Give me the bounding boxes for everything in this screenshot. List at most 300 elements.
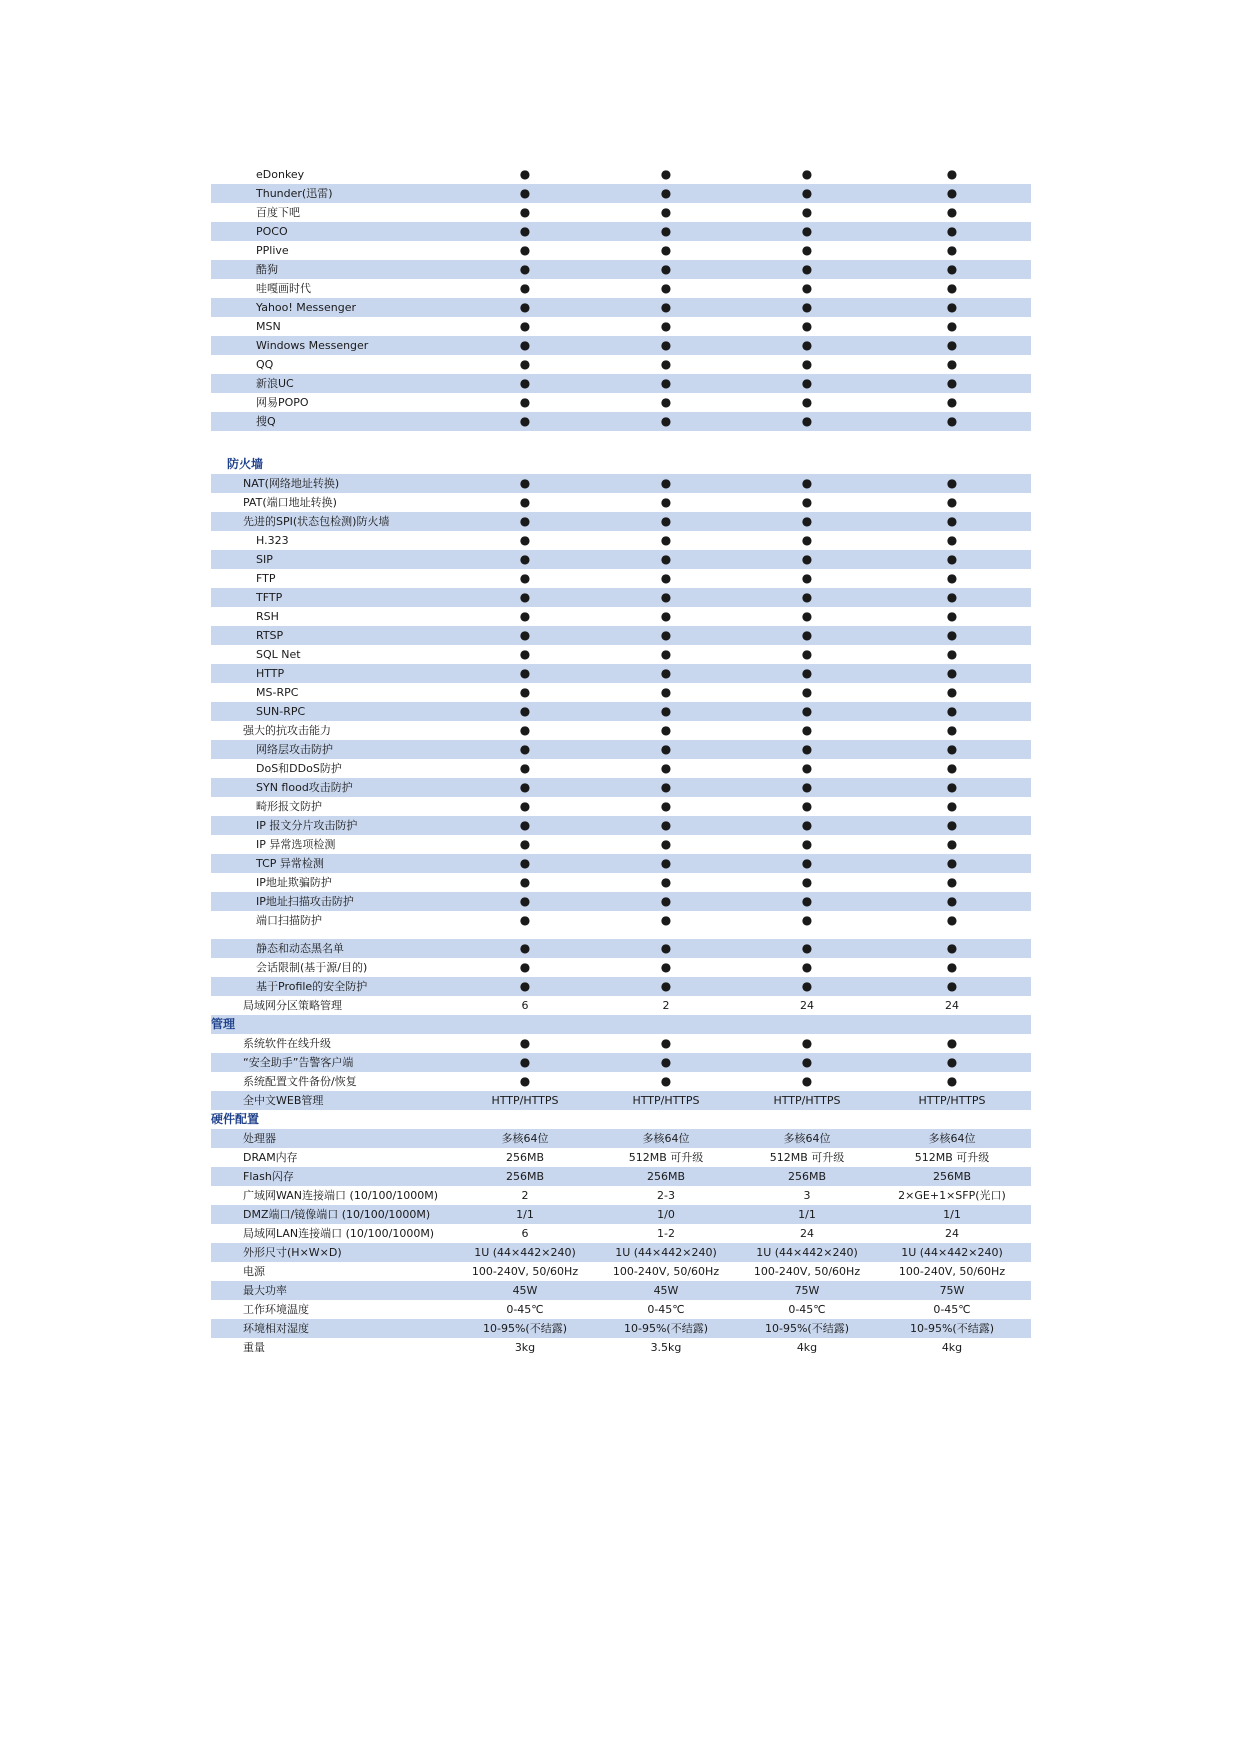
spec-value: 1/1 [943,1208,961,1221]
row-label: H.323 [256,534,289,547]
table-row [211,683,1031,702]
supported-dot: ● [946,1055,958,1069]
supported-dot: ● [519,894,531,908]
supported-dot: ● [660,837,672,851]
spec-value: 4kg [796,1341,818,1354]
row-label: 局域网分区策略管理 [243,999,342,1012]
table-row [211,550,1031,569]
supported-dot: ● [946,647,958,661]
supported-dot: ● [660,552,672,566]
table-row [211,298,1031,317]
supported-dot: ● [801,1055,813,1069]
spec-value: 75W [794,1284,820,1297]
spec-value: HTTP/HTTPS [773,1094,841,1107]
supported-dot: ● [519,552,531,566]
supported-dot: ● [519,262,531,276]
supported-dot: ● [519,571,531,585]
row-label: TFTP [256,591,283,604]
supported-dot: ● [519,205,531,219]
spec-value: 3 [803,1189,811,1202]
supported-dot: ● [801,894,813,908]
supported-dot: ● [946,960,958,974]
table-row [211,1262,1031,1281]
table-row [211,1167,1031,1186]
supported-dot: ● [660,476,672,490]
supported-dot: ● [801,647,813,661]
supported-dot: ● [946,476,958,490]
supported-dot: ● [801,167,813,181]
row-label: DMZ端口/镜像端口 (10/100/1000M) [243,1208,431,1221]
supported-dot: ● [660,495,672,509]
supported-dot: ● [519,495,531,509]
row-label: RTSP [256,629,284,642]
supported-dot: ● [946,224,958,238]
supported-dot: ● [946,875,958,889]
supported-dot: ● [519,1055,531,1069]
table-row [211,1034,1031,1053]
table-row [211,241,1031,260]
supported-dot: ● [660,894,672,908]
table-row [211,977,1031,996]
supported-dot: ● [519,1074,531,1088]
supported-dot: ● [801,186,813,200]
table-row [211,996,1031,1015]
supported-dot: ● [660,414,672,428]
spec-value: 100-240V, 50/60Hz [612,1265,720,1278]
table-row [211,626,1031,645]
spec-value: 256MB [646,1170,686,1183]
supported-dot: ● [801,685,813,699]
supported-dot: ● [519,533,531,547]
row-label: Thunder(迅雷) [256,187,333,200]
supported-dot: ● [801,338,813,352]
spec-value: 0-45℃ [788,1303,826,1316]
supported-dot: ● [519,647,531,661]
supported-dot: ● [946,723,958,737]
section-header [211,1015,1031,1034]
row-label: 工作环境温度 [243,1303,309,1316]
row-label: PAT(端口地址转换) [243,496,337,509]
row-label: SUN-RPC [256,705,306,718]
supported-dot: ● [519,875,531,889]
supported-dot: ● [801,818,813,832]
supported-dot: ● [660,571,672,585]
supported-dot: ● [801,300,813,314]
spec-value: 75W [939,1284,965,1297]
supported-dot: ● [660,338,672,352]
row-label: SIP [256,553,273,566]
supported-dot: ● [946,913,958,927]
row-label: 搜Q [256,415,276,428]
spec-value: HTTP/HTTPS [918,1094,986,1107]
row-label: 最大功率 [243,1284,287,1297]
supported-dot: ● [660,761,672,775]
spec-value: 多核64位 [501,1132,549,1145]
supported-dot: ● [946,376,958,390]
table-row [211,165,1031,184]
row-label: PPlive [256,244,289,257]
table-row [211,1300,1031,1319]
supported-dot: ● [519,818,531,832]
row-label: DoS和DDoS防护 [256,762,342,775]
spec-value: 1-2 [657,1227,675,1240]
supported-dot: ● [660,205,672,219]
table-row [211,702,1031,721]
spec-value: 100-240V, 50/60Hz [753,1265,861,1278]
row-label: Yahoo! Messenger [256,301,357,314]
table-row [211,222,1031,241]
supported-dot: ● [519,666,531,680]
spec-value: 24 [800,1227,814,1240]
section-header [211,455,1031,474]
supported-dot: ● [519,979,531,993]
table-row [211,939,1031,958]
table-row [211,393,1031,412]
supported-dot: ● [801,357,813,371]
supported-dot: ● [519,395,531,409]
row-label: 广域网WAN连接端口 (10/100/1000M) [243,1189,438,1202]
section-spacer [211,431,1031,455]
table-row [211,203,1031,222]
spec-value: 1/1 [516,1208,534,1221]
supported-dot: ● [519,742,531,756]
section-title: 防火墙 [227,457,264,471]
supported-dot: ● [946,941,958,955]
supported-dot: ● [946,186,958,200]
table-row [211,1091,1031,1110]
spec-value: 45W [512,1284,538,1297]
supported-dot: ● [946,281,958,295]
row-label: 重量 [243,1341,265,1354]
supported-dot: ● [801,1036,813,1050]
supported-dot: ● [801,799,813,813]
supported-dot: ● [519,186,531,200]
supported-dot: ● [801,704,813,718]
row-label: 百度下吧 [256,206,300,219]
row-label: IP 报文分片攻击防护 [256,819,358,832]
supported-dot: ● [660,780,672,794]
spec-value: 512MB 可升级 [769,1151,845,1164]
table-row [211,645,1031,664]
supported-dot: ● [801,780,813,794]
table-row [211,1205,1031,1224]
table-row [211,317,1031,336]
supported-dot: ● [660,799,672,813]
supported-dot: ● [946,571,958,585]
section-header [211,1110,1031,1129]
row-label: 电源 [243,1265,265,1278]
supported-dot: ● [519,628,531,642]
spec-value: 4kg [941,1341,963,1354]
supported-dot: ● [519,685,531,699]
row-label: IP地址欺骗防护 [256,876,332,889]
supported-dot: ● [660,167,672,181]
table-row [211,569,1031,588]
supported-dot: ● [519,590,531,604]
supported-dot: ● [801,476,813,490]
spec-value: 2-3 [657,1189,675,1202]
supported-dot: ● [801,666,813,680]
table-row [211,892,1031,911]
spec-value: 512MB 可升级 [914,1151,990,1164]
supported-dot: ● [946,856,958,870]
row-label: 系统配置文件备份/恢复 [243,1075,357,1088]
supported-dot: ● [946,979,958,993]
spec-value: 多核64位 [642,1132,690,1145]
table-row [211,355,1031,374]
supported-dot: ● [946,1036,958,1050]
row-label: IP地址扫描攻击防护 [256,895,354,908]
table-row [211,374,1031,393]
supported-dot: ● [660,1036,672,1050]
supported-dot: ● [519,780,531,794]
supported-dot: ● [519,514,531,528]
table-row [211,1072,1031,1091]
table-row [211,835,1031,854]
supported-dot: ● [660,875,672,889]
table-row [211,260,1031,279]
table-row [211,797,1031,816]
supported-dot: ● [801,742,813,756]
supported-dot: ● [946,761,958,775]
section-title: 硬件配置 [211,1112,260,1126]
table-row [211,721,1031,740]
row-label: 新浪UC [256,377,294,390]
spec-value: 6 [521,999,529,1012]
supported-dot: ● [660,186,672,200]
supported-dot: ● [946,395,958,409]
supported-dot: ● [519,414,531,428]
supported-dot: ● [801,761,813,775]
supported-dot: ● [660,685,672,699]
row-label: 强大的抗攻击能力 [243,724,331,737]
supported-dot: ● [660,300,672,314]
row-label: 端口扫描防护 [256,914,322,927]
supported-dot: ● [660,357,672,371]
row-label: 外形尺寸(H×W×D) [243,1246,342,1259]
spec-value: 0-45℃ [933,1303,971,1316]
supported-dot: ● [519,376,531,390]
table-row [211,279,1031,298]
supported-dot: ● [946,357,958,371]
supported-dot: ● [660,533,672,547]
supported-dot: ● [519,224,531,238]
table-row [211,1243,1031,1262]
supported-dot: ● [660,281,672,295]
row-label: MS-RPC [256,686,299,699]
row-label: 局域网LAN连接端口 (10/100/1000M) [243,1227,435,1240]
supported-dot: ● [660,224,672,238]
row-label: 网易POPO [256,396,309,409]
table-row [211,184,1031,203]
table-row [211,1281,1031,1300]
supported-dot: ● [801,262,813,276]
section-title: 管理 [211,1017,236,1031]
supported-dot: ● [946,338,958,352]
row-label: 哇嘎画时代 [256,282,311,295]
supported-dot: ● [946,704,958,718]
spec-value: 1/1 [798,1208,816,1221]
supported-dot: ● [660,818,672,832]
supported-dot: ● [660,1055,672,1069]
supported-dot: ● [519,243,531,257]
table-row [211,1224,1031,1243]
row-label: RSH [256,610,279,623]
row-label: DRAM内存 [243,1151,298,1164]
table-row [211,816,1031,835]
spec-value: 1U (44×442×240) [615,1246,717,1259]
row-label: 系统软件在线升级 [243,1037,331,1050]
supported-dot: ● [519,167,531,181]
row-label: eDonkey [256,168,305,181]
spec-value: 100-240V, 50/60Hz [471,1265,579,1278]
table-row [211,1148,1031,1167]
supported-dot: ● [660,913,672,927]
supported-dot: ● [519,476,531,490]
spec-value: 10-95%(不结露) [483,1322,567,1335]
supported-dot: ● [660,941,672,955]
row-label: SQL Net [256,648,301,661]
row-label: 先进的SPI(状态包检测)防火墙 [243,515,390,528]
row-label: FTP [256,572,276,585]
supported-dot: ● [801,224,813,238]
supported-dot: ● [946,533,958,547]
table-row [211,664,1031,683]
spec-value: 3kg [514,1341,536,1354]
spec-value: 256MB [505,1151,545,1164]
supported-dot: ● [946,514,958,528]
row-label: 网络层攻击防护 [256,743,333,756]
spec-value: 45W [653,1284,679,1297]
supported-dot: ● [660,666,672,680]
supported-dot: ● [946,300,958,314]
spec-value: 多核64位 [783,1132,831,1145]
supported-dot: ● [660,262,672,276]
supported-dot: ● [946,818,958,832]
supported-dot: ● [801,913,813,927]
row-label: MSN [256,320,281,333]
supported-dot: ● [946,609,958,623]
table-row [211,493,1031,512]
spec-value: 256MB [505,1170,545,1183]
supported-dot: ● [519,723,531,737]
table-row [211,854,1031,873]
row-label: TCP 异常检测 [256,857,324,870]
supported-dot: ● [946,666,958,680]
spec-value: 多核64位 [928,1132,976,1145]
supported-dot: ● [801,979,813,993]
table-row [211,588,1031,607]
spec-value: 24 [945,999,959,1012]
supported-dot: ● [946,319,958,333]
table-row [211,1338,1031,1357]
row-label: Windows Messenger [256,339,369,352]
supported-dot: ● [660,243,672,257]
supported-dot: ● [801,414,813,428]
spec-value: 10-95%(不结露) [910,1322,994,1335]
spec-value: HTTP/HTTPS [632,1094,700,1107]
supported-dot: ● [660,723,672,737]
table-row [211,531,1031,550]
supported-dot: ● [519,338,531,352]
row-label: QQ [256,358,274,371]
row-label: “安全助手”告警客户端 [243,1056,354,1069]
supported-dot: ● [519,960,531,974]
supported-dot: ● [660,856,672,870]
supported-dot: ● [801,628,813,642]
supported-dot: ● [801,1074,813,1088]
supported-dot: ● [946,414,958,428]
supported-dot: ● [801,723,813,737]
supported-dot: ● [660,628,672,642]
supported-dot: ● [519,837,531,851]
supported-dot: ● [801,552,813,566]
supported-dot: ● [801,571,813,585]
supported-dot: ● [946,1074,958,1088]
supported-dot: ● [519,913,531,927]
row-label: 酷狗 [256,263,278,276]
supported-dot: ● [801,609,813,623]
supported-dot: ● [519,281,531,295]
row-label: 会话限制(基于源/目的) [256,961,368,974]
row-label: IP 异常选项检测 [256,838,336,851]
spec-value: 24 [945,1227,959,1240]
supported-dot: ● [946,262,958,276]
supported-dot: ● [946,205,958,219]
supported-dot: ● [660,395,672,409]
supported-dot: ● [801,590,813,604]
table-row [211,336,1031,355]
supported-dot: ● [946,552,958,566]
row-label: POCO [256,225,288,238]
supported-dot: ● [660,979,672,993]
supported-dot: ● [519,704,531,718]
supported-dot: ● [660,647,672,661]
spec-value: 24 [800,999,814,1012]
spec-value: 1U (44×442×240) [901,1246,1003,1259]
supported-dot: ● [801,395,813,409]
supported-dot: ● [946,799,958,813]
spec-value: 2 [662,999,670,1012]
supported-dot: ● [519,761,531,775]
spec-table [211,165,1031,1357]
supported-dot: ● [946,780,958,794]
table-row [211,1129,1031,1148]
supported-dot: ● [660,319,672,333]
supported-dot: ● [519,1036,531,1050]
table-row [211,1186,1031,1205]
spec-value: HTTP/HTTPS [491,1094,559,1107]
spec-value: 1/0 [657,1208,675,1221]
spec-value: 6 [521,1227,529,1240]
supported-dot: ● [801,495,813,509]
supported-dot: ● [946,685,958,699]
supported-dot: ● [519,319,531,333]
table-row [211,958,1031,977]
supported-dot: ● [660,742,672,756]
table-row [211,911,1031,930]
supported-dot: ● [801,205,813,219]
supported-dot: ● [946,628,958,642]
supported-dot: ● [801,514,813,528]
supported-dot: ● [801,875,813,889]
spec-value: 256MB [932,1170,972,1183]
supported-dot: ● [519,357,531,371]
row-label: 全中文WEB管理 [243,1094,324,1107]
supported-dot: ● [801,837,813,851]
spec-value: 2 [521,1189,529,1202]
row-gap [211,930,1031,939]
